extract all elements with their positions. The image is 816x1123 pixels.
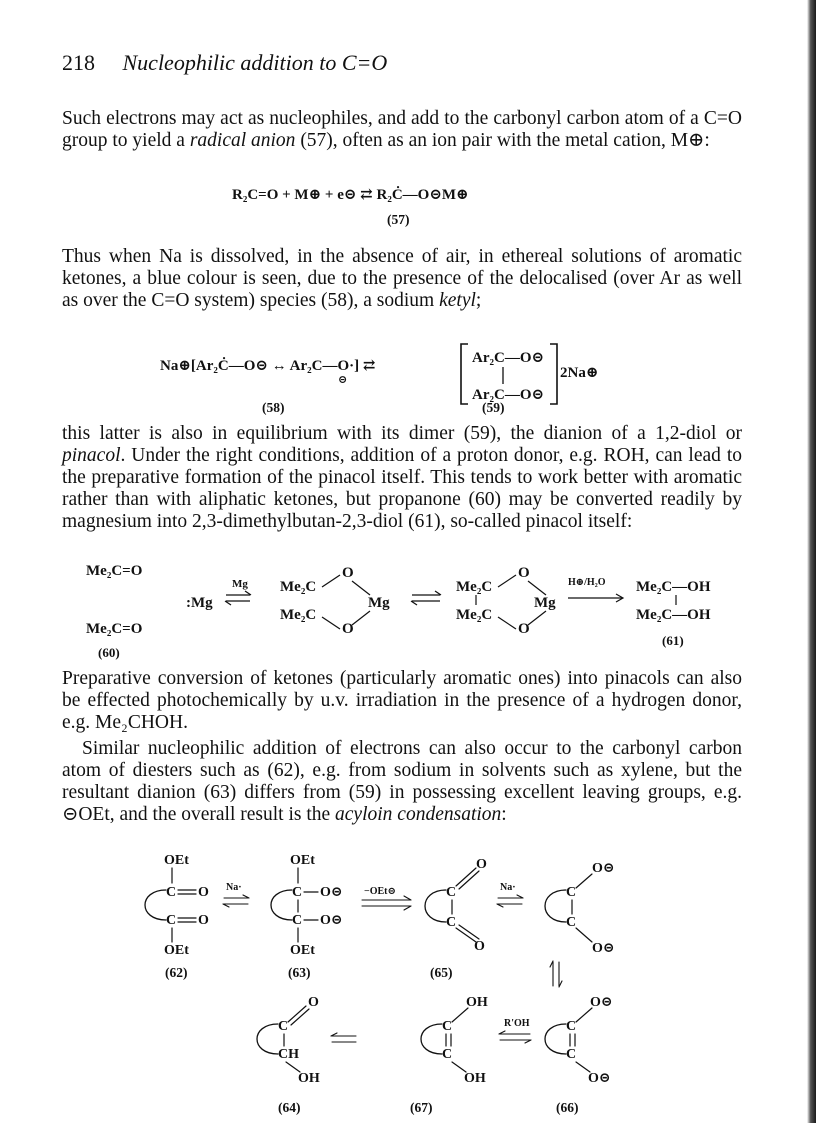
svg-text:C: C xyxy=(446,885,457,900)
term-acyloin-condensation: acyloin condensation xyxy=(335,804,502,825)
equation-57: R₂C=O + M⊕ + e⊝ ⇄ R₂Ċ—O⊝M⊕ xyxy=(232,187,469,203)
term-radical-anion: radical anion xyxy=(189,130,296,151)
pinacol-scheme xyxy=(0,555,816,665)
ring1-magnesium: Mg xyxy=(368,595,390,611)
svg-text:C: C xyxy=(566,1019,577,1034)
ring2-bottom: Me₂C xyxy=(456,607,493,623)
pinacol-product-top: Me₂C—OH xyxy=(636,579,711,595)
svg-text:C: C xyxy=(166,913,177,928)
svg-text:C: C xyxy=(292,885,303,900)
compound-label-67: (67) xyxy=(410,1100,433,1115)
compound-label-62: (62) xyxy=(165,965,188,980)
structure-64 xyxy=(257,995,320,1086)
compound-label-63: (63) xyxy=(288,965,311,980)
page-number: 218 xyxy=(62,50,95,75)
dimer-top-group: Ar₂C—O⊝ xyxy=(472,350,545,366)
acyloin-scheme xyxy=(0,850,816,1120)
svg-text:CH: CH xyxy=(278,1047,299,1062)
ketyl-resonance-text: Na⊕[Ar₂Ċ—O⊝ ↔ Ar₂C—O·] ⇄ xyxy=(160,358,376,374)
dimer-bottom-group: Ar₂C—O⊝ xyxy=(472,387,545,403)
paragraph-acyloin: Similar nucleophilic addition of electrons can also occur to the carbonyl carbon atom of diesters such as (62), e.g. from sodium in solvents such as xylene, but the resultant dianion (63) differs from (59) in possessing excellent leaving groups, e.g. ⊝OEt, and the overall result is the acyloin condensation: xyxy=(62,738,742,825)
compound-label-57: (57) xyxy=(387,212,410,227)
vertical-equilibrium-arrow xyxy=(550,961,562,987)
arrow-mg-label: Mg xyxy=(232,578,248,590)
ketyl-dimer-scheme xyxy=(0,330,816,420)
svg-text:C: C xyxy=(566,1047,577,1062)
svg-text:O⊝: O⊝ xyxy=(320,885,343,900)
ring1-oxygen-bottom: O xyxy=(342,621,354,637)
compound-label-66: (66) xyxy=(556,1100,579,1115)
equilibrium-arrow-65-66 xyxy=(497,895,523,907)
svg-text:OEt: OEt xyxy=(164,943,189,958)
svg-text:O⊝: O⊝ xyxy=(588,1071,611,1086)
svg-text:O: O xyxy=(308,995,319,1010)
paragraph-radical-anion: Such electrons may act as nucleophiles, and add to the carbonyl carbon atom of a C=O group to yield a radical anion (57), often as an ion pair with the metal cation, M⊕: xyxy=(62,108,742,151)
ring1-bottom: Me₂C xyxy=(280,607,317,623)
equilibrium-arrow-62-63 xyxy=(223,895,249,907)
structure-67 xyxy=(421,995,488,1086)
magnesium-reagent: :Mg xyxy=(186,595,213,611)
reaction-arrow-63-65 xyxy=(362,896,411,910)
svg-text:C: C xyxy=(442,1019,453,1034)
svg-text:C: C xyxy=(446,915,457,930)
svg-text:OEt: OEt xyxy=(290,943,315,958)
arrow-na-label-2: Na· xyxy=(500,882,516,893)
pinacol-product-bottom: Me₂C—OH xyxy=(636,607,711,623)
equilibrium-arrow-2 xyxy=(411,591,441,605)
compound-label-64: (64) xyxy=(278,1100,301,1115)
equilibrium-arrow-67-64 xyxy=(331,1033,356,1042)
svg-text:O⊝: O⊝ xyxy=(320,913,343,928)
arrow-minus-oet-label: −OEt⊝ xyxy=(364,886,396,897)
svg-text:O: O xyxy=(198,885,209,900)
ketyl-minus-charge: ⊝ xyxy=(338,374,348,386)
term-ketyl: ketyl xyxy=(439,290,476,311)
ring2-top: Me₂C xyxy=(456,579,493,595)
svg-text:C: C xyxy=(566,885,577,900)
svg-text:C: C xyxy=(442,1047,453,1062)
svg-text:O: O xyxy=(474,939,485,954)
equilibrium-arrow-66-67 xyxy=(499,1031,531,1043)
svg-text:O⊝: O⊝ xyxy=(592,861,615,876)
svg-text:OH: OH xyxy=(298,1071,320,1086)
svg-text:OEt: OEt xyxy=(290,853,315,868)
arrow-na-label-1: Na· xyxy=(226,882,242,893)
svg-text:C: C xyxy=(566,915,577,930)
propanone-top: Me₂C=O xyxy=(86,563,143,579)
structure-62 xyxy=(145,853,209,958)
ring2-oxygen-top: O xyxy=(518,565,530,581)
compound-label-59: (59) xyxy=(482,400,505,415)
compound-label-58: (58) xyxy=(262,400,285,415)
svg-text:C: C xyxy=(292,913,303,928)
propanone-bottom: Me₂C=O xyxy=(86,621,143,637)
dimer-left-bracket xyxy=(461,344,468,404)
svg-text:OH: OH xyxy=(464,1071,486,1086)
structure-65 xyxy=(425,857,487,954)
running-title: Nucleophilic addition to C=O xyxy=(122,50,388,75)
paragraph-ketyl: Thus when Na is dissolved, in the absence of air, in ethereal solutions of aromatic ketones, a blue colour is seen, due to the presence of the delocalised (over Ar as well as over the C=O system) species (58), a sodium ketyl; xyxy=(62,246,742,311)
compound-label-61: (61) xyxy=(662,633,684,648)
svg-text:OH: OH xyxy=(466,995,488,1010)
structure-63 xyxy=(271,853,343,958)
ring2-oxygen-bottom: O xyxy=(518,621,530,637)
ring2-magnesium: Mg xyxy=(534,595,556,611)
dimer-right-bracket xyxy=(550,344,557,404)
term-pinacol: pinacol xyxy=(62,445,121,466)
paragraph-photochemical: Preparative conversion of ketones (particularly aromatic ones) into pinacols can also be effected photochemically by u.v. irradiation in the presence of a hydrogen donor, e.g. Me₂CHOH. xyxy=(62,668,742,733)
arrow-roh-label: R'OH xyxy=(504,1018,530,1029)
running-header xyxy=(62,50,387,76)
dimer-counter-ion: 2Na⊕ xyxy=(560,365,599,381)
paragraph-pinacol: this latter is also in equilibrium with its dimer (59), the dianion of a 1,2-diol or pinacol. Under the right conditions, addition of a proton donor, e.g. ROH, can lead to the preparative formation of the pinacol itself. This tends to work better with aromatic rather than with aliphatic ketones, but propanone (60) may be converted readily by magnesium into 2,3-dimethylbutan-2,3-diol (61), so-called pinacol itself: xyxy=(62,423,742,532)
structure-65-reduced xyxy=(545,861,615,956)
svg-text:OEt: OEt xyxy=(164,853,189,868)
compound-label-65: (65) xyxy=(430,965,453,980)
svg-text:O⊝: O⊝ xyxy=(590,995,613,1010)
equilibrium-arrow-1 xyxy=(225,591,251,605)
structure-66 xyxy=(545,995,613,1086)
svg-text:O⊝: O⊝ xyxy=(592,941,615,956)
ring1-oxygen-top: O xyxy=(342,565,354,581)
svg-text:C: C xyxy=(166,885,177,900)
svg-text:C: C xyxy=(278,1019,289,1034)
reaction-arrow-hydrolysis xyxy=(568,594,623,602)
compound-label-60: (60) xyxy=(98,645,120,660)
hydrolysis-reagent: H⊕/H₂O xyxy=(568,577,606,588)
svg-text:O: O xyxy=(476,857,487,872)
svg-text:O: O xyxy=(198,913,209,928)
ring1-top: Me₂C xyxy=(280,579,317,595)
